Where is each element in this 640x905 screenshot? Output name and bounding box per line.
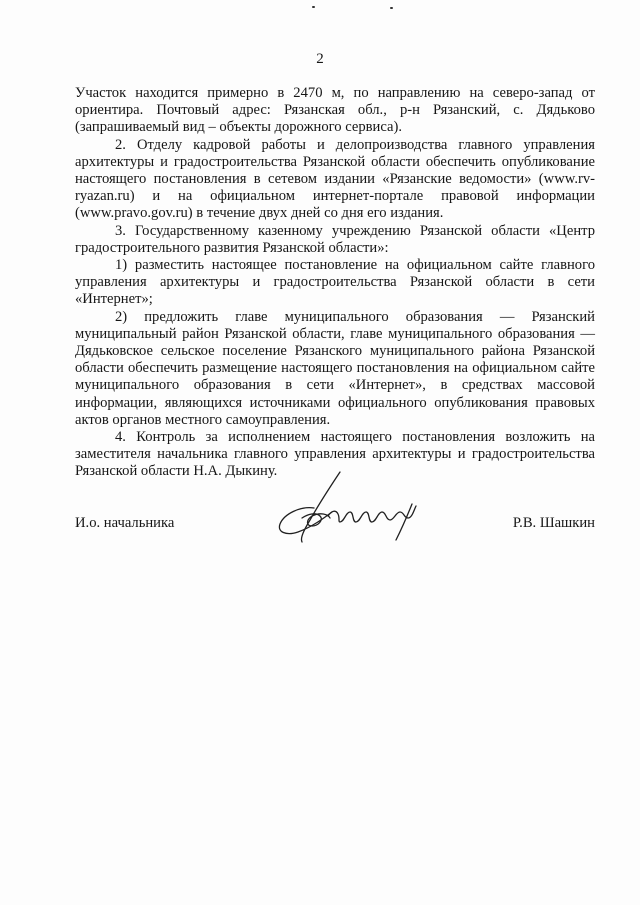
- scan-speck: [390, 7, 393, 9]
- paragraph-plot-location: Участок находится примерно в 2470 м, по направлению на северо-запад от ориентира. Почтовый адрес: Рязанская обл., р-н Рязанский, с. Дядьково (запрашиваемый вид – объекты дорожного сервиса).: [75, 85, 595, 136]
- signatory-name: Р.В. Шашкин: [512, 515, 595, 531]
- signatory-title: И.о. начальника: [75, 515, 175, 531]
- paragraph-item-4: 4. Контроль за исполнением настоящего постановления возложить на заместителя начальника главного управления архитектуры и градостроительства Рязанской области Н.А. Дыкину.: [75, 429, 595, 480]
- handwritten-signature-icon: [262, 468, 422, 548]
- paragraph-subitem-1: 1) разместить настоящее постановление на официальном сайте главного управления архитектуры и градостроительства Рязанской области в сети «Интернет»;: [75, 257, 595, 308]
- paragraph-item-3: 3. Государственному казенному учреждению Рязанской области «Центр градостроительного развития Рязанской области»:: [75, 222, 595, 256]
- paragraph-item-2: 2. Отделу кадровой работы и делопроизводства главного управления архитектуры и градостроительства Рязанской области обеспечить опубликование настоящего постановления в сетевом издании «Рязанские ведомости» (www.rv-ryazan.ru) и на официальном интернет-портале правовой информации (www.pravo.gov.ru) в течение двух дней со дня его издания.: [75, 136, 595, 222]
- paragraph-subitem-2: 2) предложить главе муниципального образования — Рязанский муниципальный район Рязанской области, главе муниципального образования — Дядьковское сельское поселение Рязанского муниципального района Рязанской области обеспечить размещение настоящего постановления на официальном сайте муниципального образования в сети «Интернет», в средствах массовой информации, являющихся источниками официального опубликования правовых актов органов местного самоуправления.: [75, 308, 595, 428]
- document-body: [75, 85, 595, 481]
- page-number: 2: [316, 51, 324, 67]
- scan-speck: [312, 6, 315, 8]
